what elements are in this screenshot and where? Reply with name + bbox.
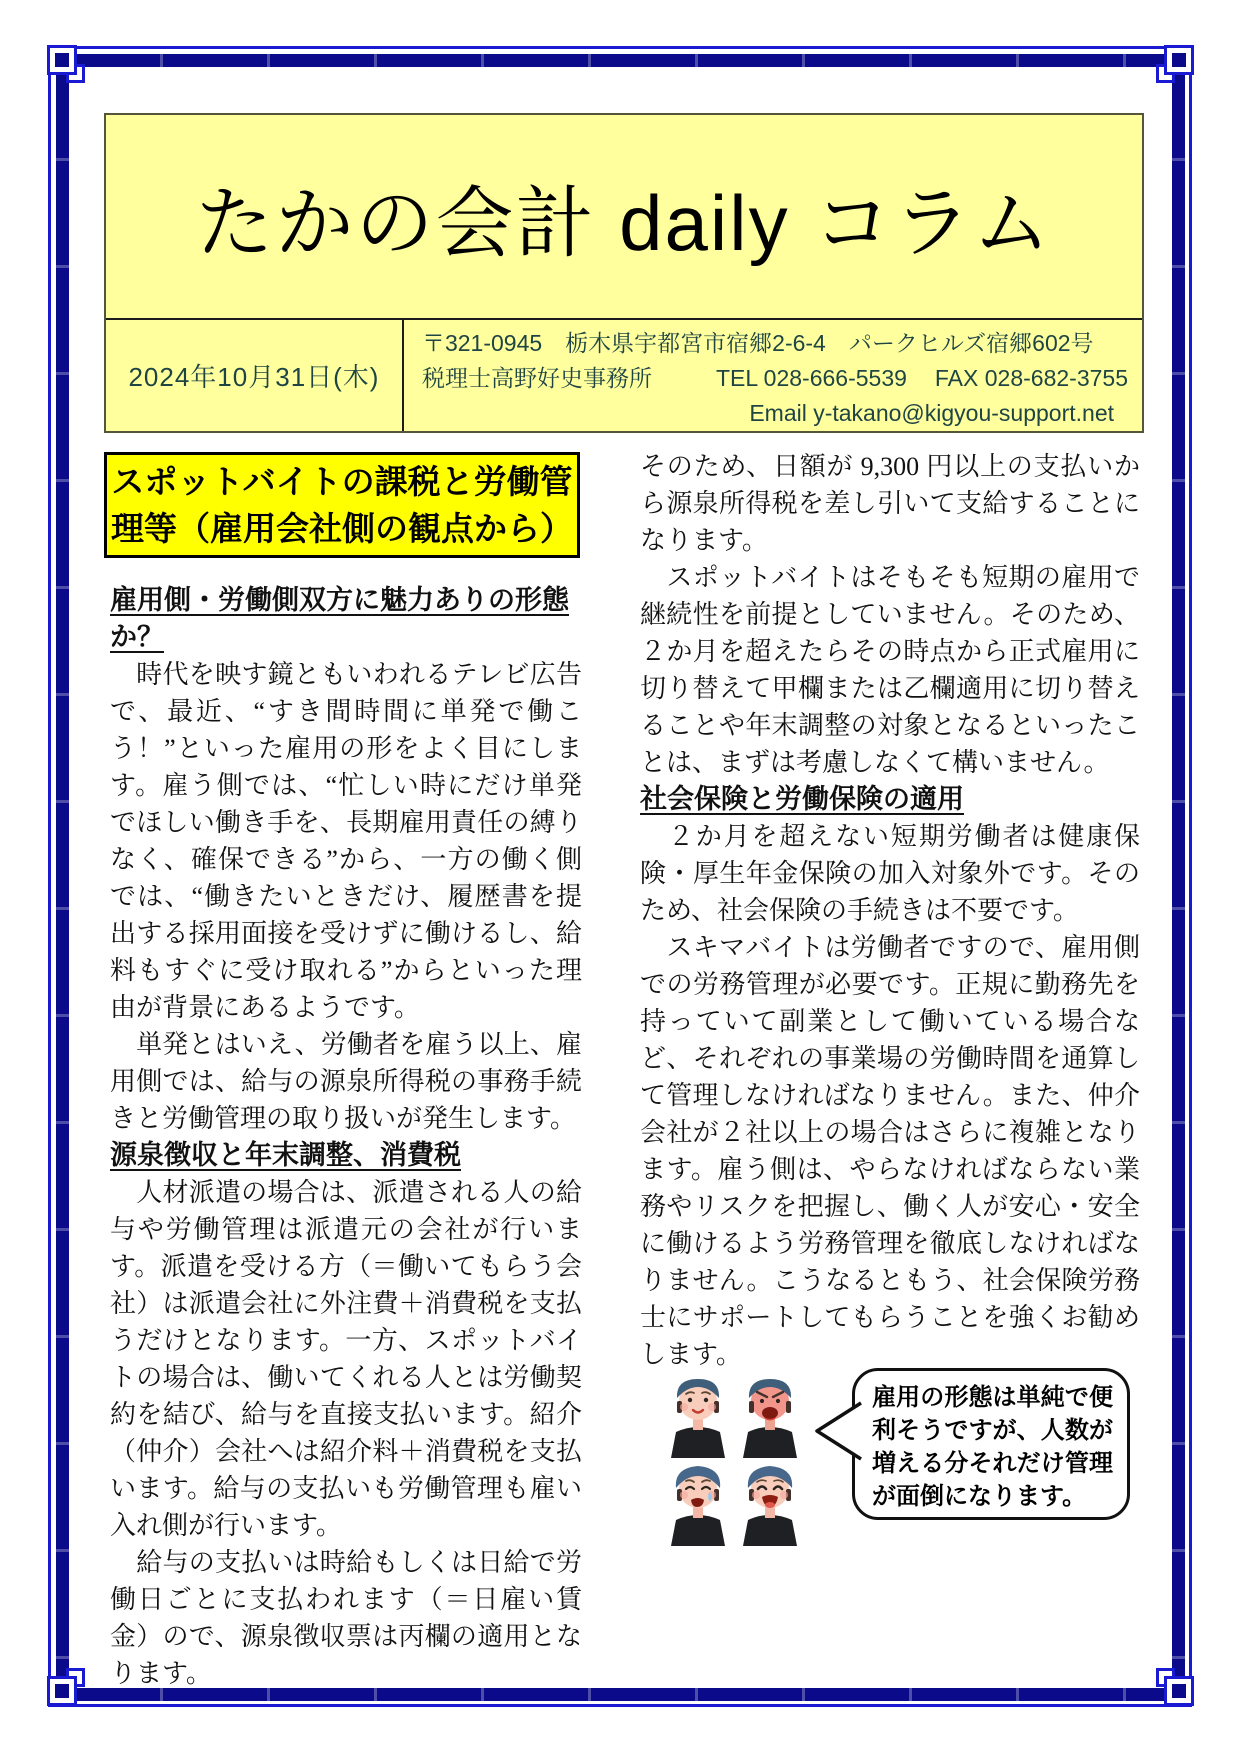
paragraph: スキマバイトは労働者ですので、雇用側での労務管理が必要です。正規に勤務先を持っていて副業として働いている場合など、それぞれの事業場の労働時間を通算して管理しなければなりません。また、仲介会社が２社以上の場合はさらに複雑となります。雇う側は、やらなければならない業務やリスクを把握し、働く人が安心・安全に働けるよう労務管理を徹底しなければなりません。こうなるともう、社会保険労務士にサポートしてもらうことを強くお勧めします。 bbox=[640, 933, 1140, 1369]
border-corner-square bbox=[47, 1676, 77, 1706]
speech-bubble-text: 雇用の形態は単純で便利そうですが、人数が増える分それだけ管理が面倒になります。 bbox=[872, 1384, 1113, 1510]
paragraph: 給与の支払いは時給もしくは日給で労働日ごとに支払われます（＝日雇い賃金）ので、源泉徴収票は丙欄の適用となります。 bbox=[110, 1548, 582, 1688]
office-address: 〒321-0945 栃木県宇都宮市宿郷2-6-4 パークヒルズ宿郷602号 bbox=[421, 330, 1094, 356]
masthead-info-row bbox=[106, 320, 1142, 431]
section-heading-attractive-format: 雇用側・労働側双方に魅力ありの形態か？ bbox=[110, 585, 569, 652]
paragraph: ２か月を超えない短期労働者は健康保険・厚生年金保険の加入対象外です。そのため、社会保険の手続きは不要です。 bbox=[640, 822, 1140, 925]
issue-date: 2024年10月31日(木) bbox=[106, 320, 404, 431]
border-corner-square bbox=[47, 45, 77, 75]
article-headline bbox=[104, 452, 580, 558]
article-headline-line2: 理等（雇用会社側の観点から） bbox=[111, 510, 573, 547]
office-info bbox=[404, 320, 1142, 431]
office-contact-line bbox=[422, 361, 1128, 396]
article-left-column bbox=[110, 582, 582, 1692]
page-border-band-left bbox=[56, 54, 69, 1701]
border-corner-square bbox=[1164, 1676, 1194, 1706]
paragraph: 人材派遣の場合は、派遣される人の給与や労働管理は派遣元の会社が行います。派遣を受ける方（＝働いてもらう会社）は派遣会社に外注費＋消費税を支払うだけとなります。一方、スポットバイトの場合は、働いてくれる人とは労働契約を結び、給与を直接支払います。紹介（仲介）会社へは紹介料＋消費税を支払います。給与の支払いも労働管理も雇い入れ側が行います。 bbox=[110, 1178, 582, 1540]
office-email: Email y-takano@kigyou-support.net bbox=[749, 400, 1114, 426]
angry-worker-icon bbox=[738, 1374, 802, 1458]
masthead bbox=[104, 113, 1144, 433]
newsletter-title: たかの会計 daily コラム bbox=[195, 178, 1053, 267]
section-heading-withholding: 源泉徴収と年末調整、消費税 bbox=[110, 1140, 461, 1170]
section-heading-social-insurance: 社会保険と労働保険の適用 bbox=[640, 784, 964, 814]
article-headline-line1: スポットバイトの課税と労働管 bbox=[111, 463, 573, 500]
office-fax: FAX 028-682-3755 bbox=[934, 365, 1128, 391]
paragraph: 時代を映す鏡ともいわれるテレビ広告で、最近、“すき間時間に単発で働こう！”といった雇用の形をよく目にします。雇う側では、“忙しい時にだけ単発でほしい働き手を、長期雇用責任の縛りなく、確保できる”から、一方の働く側では、“働きたいときだけ、履歴書を提出する採用面接を受けずに働けるし、給料もすぐに受け取れる”からといった理由が背景にあるようです。 bbox=[110, 660, 582, 1022]
border-corner-square bbox=[1164, 45, 1194, 75]
workers-illustration bbox=[666, 1374, 806, 1546]
crying-worker-icon bbox=[666, 1462, 730, 1546]
page-border-band-right bbox=[1172, 54, 1185, 1701]
page-border-band-top bbox=[56, 54, 1185, 67]
speech-bubble bbox=[852, 1368, 1130, 1520]
office-name: 税理士高野好史事務所 bbox=[421, 365, 652, 391]
paragraph: 単発とはいえ、労働者を雇う以上、雇用側では、給与の源泉所得税の事務手続きと労働管理の取り扱いが発生します。 bbox=[110, 1030, 582, 1133]
article-right-column bbox=[640, 448, 1140, 1373]
office-tel: TEL 028-666-5539 bbox=[715, 365, 907, 391]
paragraph: スポットバイトはそもそも短期の雇用で継続性を前提としていません。そのため、２か月を超えたらその時点から正式雇用に切り替えて甲欄または乙欄適用に切り替えることや年末調整の対象となるといったことは、まずは考慮しなくて構いません。 bbox=[640, 563, 1140, 777]
smiling-worker-icon bbox=[666, 1374, 730, 1458]
paragraph: そのため、日額が 9,300 円以上の支払いから源泉所得税を差し引いて支給することになります。 bbox=[640, 452, 1140, 555]
speech-bubble-tail bbox=[811, 1399, 863, 1463]
masthead-title-row bbox=[106, 115, 1142, 320]
laughing-worker-icon bbox=[738, 1462, 802, 1546]
